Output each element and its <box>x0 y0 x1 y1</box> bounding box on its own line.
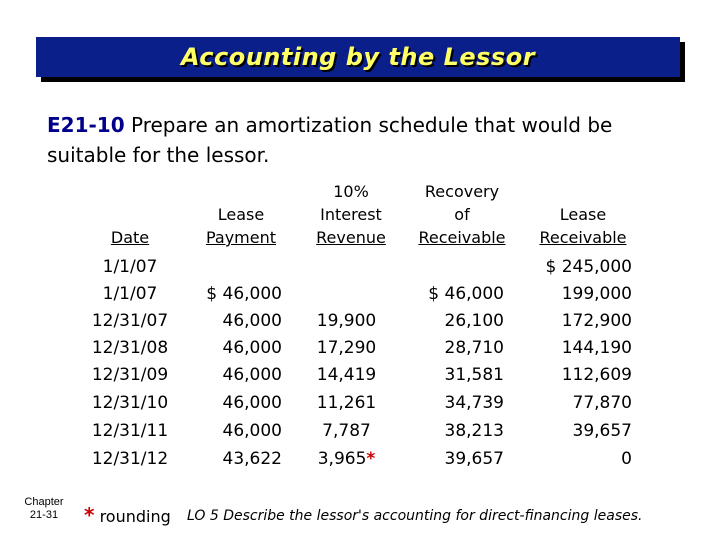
cell-date: 12/31/07 <box>91 311 169 331</box>
header-payment-line: Payment <box>205 228 277 247</box>
cell-balance: 0 <box>621 449 632 469</box>
header-date-line: Date <box>110 228 150 247</box>
cell-balance: 39,657 <box>572 421 632 441</box>
cell-date: 12/31/12 <box>91 449 169 469</box>
header-interest <box>305 180 397 249</box>
cell-interest <box>300 449 393 469</box>
header-payment-line: Lease <box>217 205 265 224</box>
cell-balance: 172,900 <box>561 311 632 331</box>
cell-payment: $ 46,000 <box>206 284 282 304</box>
cell-date: 1/1/07 <box>102 284 158 304</box>
cell-recovery: 38,213 <box>444 421 504 441</box>
header-balance-line: Receivable <box>539 228 627 247</box>
cell-recovery: $ 46,000 <box>428 284 504 304</box>
cell-date: 12/31/10 <box>91 393 169 413</box>
header-interest-line: 10% <box>333 182 369 201</box>
exercise-instructions <box>47 110 667 170</box>
cell-balance: $ 245,000 <box>545 257 632 277</box>
cell-recovery: 34,739 <box>444 393 504 413</box>
cell-payment: 43,622 <box>222 449 282 469</box>
cell-balance: 112,609 <box>561 365 632 385</box>
cell-interest: 11,261 <box>316 393 377 413</box>
footnote-star: * <box>366 449 376 469</box>
cell-payment: 46,000 <box>222 365 282 385</box>
header-recovery-line: Receivable <box>418 228 506 247</box>
cell-balance: 77,870 <box>572 393 632 413</box>
cell-date: 1/1/07 <box>102 257 158 277</box>
page-title: Accounting by the Lessor <box>180 43 536 71</box>
header-recovery <box>412 180 512 249</box>
cell-date: 12/31/11 <box>91 421 169 441</box>
header-recovery-line: of <box>454 205 470 224</box>
exercise-number: E21-10 <box>47 113 125 137</box>
cell-recovery: 39,657 <box>444 449 504 469</box>
cell-recovery: 31,581 <box>444 365 504 385</box>
header-date <box>82 226 178 249</box>
cell-balance: 144,190 <box>561 338 632 358</box>
rounding-note <box>84 505 171 527</box>
cell-payment: 46,000 <box>222 393 282 413</box>
header-recovery-line: Recovery <box>424 182 500 201</box>
cell-date: 12/31/09 <box>91 365 169 385</box>
exercise-text: Prepare an amortization schedule that would be suitable for the lessor. <box>47 113 613 167</box>
cell-interest: 17,290 <box>316 338 377 358</box>
cell-date: 12/31/08 <box>91 338 169 358</box>
cell-interest: 7,787 <box>322 421 371 441</box>
cell-payment: 46,000 <box>222 311 282 331</box>
cell-recovery: 28,710 <box>444 338 504 358</box>
chapter-number: 21-31 <box>29 509 59 521</box>
footnote-star: * <box>84 503 95 527</box>
cell-interest: 14,419 <box>316 365 377 385</box>
cell-interest: 19,900 <box>316 311 377 331</box>
cell-balance: 199,000 <box>561 284 632 304</box>
cell-interest-value: 3,965 <box>317 449 367 469</box>
header-interest-line: Revenue <box>316 228 386 247</box>
cell-payment: 46,000 <box>222 421 282 441</box>
header-payment <box>195 203 287 249</box>
cell-recovery: 26,100 <box>444 311 504 331</box>
chapter-reference <box>18 496 70 522</box>
header-balance-line: Lease <box>559 205 607 224</box>
header-interest-line: Interest <box>320 205 382 224</box>
chapter-label: Chapter <box>24 496 64 508</box>
rounding-label: rounding <box>99 507 171 526</box>
cell-payment: 46,000 <box>222 338 282 358</box>
header-balance <box>530 203 636 249</box>
title-banner <box>36 37 680 77</box>
learning-objective: LO 5 Describe the lessor's accounting for direct-financing leases. <box>187 508 643 524</box>
